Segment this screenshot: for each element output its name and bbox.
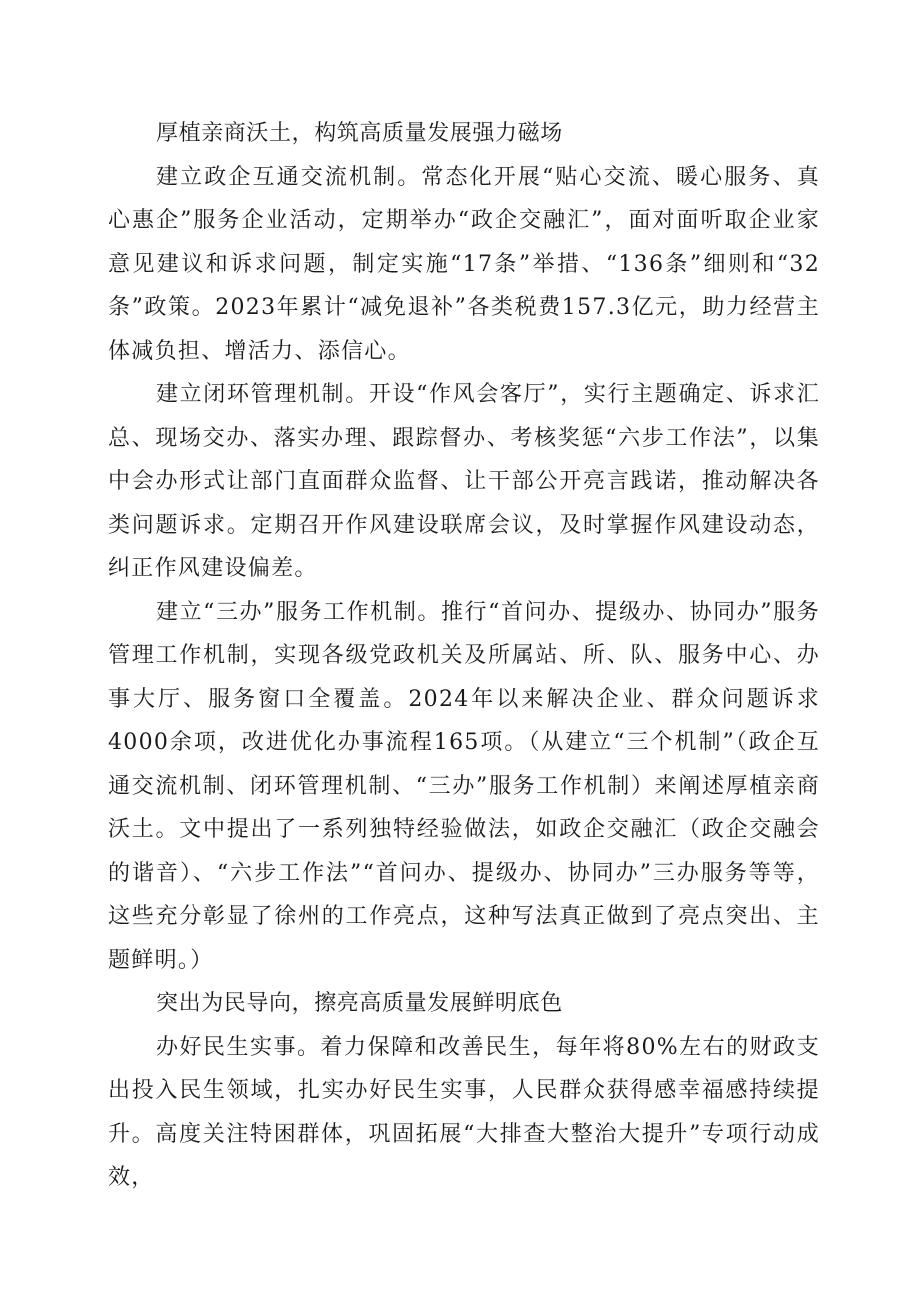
- document-body: [108, 112, 820, 1200]
- section-heading-1: 厚植亲商沃土，构筑高质量发展强力磁场: [156, 121, 563, 146]
- paragraph-3: 建立“三办”服务工作机制。推行“首问办、提级办、协同办”服务管理工作机制，实现各级党政机关及所属站、所、队、服务中心、办事大厅、服务窗口全覆盖。2024年以来解决企业、群众问题诉求4000余项，改进优化办事流程165项。（从建立“三个机制”（政企互通交流机制、闭环管理机制、“三办”服务工作机制）来阐述厚植亲商沃土。文中提出了一系列独特经验做法，如政企交融汇（政企交融会的谐音）、“六步工作法”“首问办、提级办、协同办”三办服务等等，这些充分彰显了徐州的工作亮点，这种写法真正做到了亮点突出、主题鲜明。）: [108, 599, 820, 973]
- paragraph-1: 建立政企互通交流机制。常态化开展“贴心交流、暖心服务、真心惠企”服务企业活动，定期举办“政企交融汇”，面对面听取企业家意见建议和诉求问题，制定实施“17条”举措、“136条”细则和“32条”政策。2023年累计“减免退补”各类税费157.3亿元，助力经营主体减负担、增活力、添信心。: [108, 164, 820, 364]
- paragraph-4: 办好民生实事。着力保障和改善民生，每年将80%左右的财政支出投入民生领域，扎实办好民生实事，人民群众获得感幸福感持续提升。高度关注特困群体，巩固拓展“大排查大整治大提升”专项行动成效，: [108, 1034, 820, 1190]
- section-heading-2: 突出为民导向，擦亮高质量发展鲜明底色: [156, 991, 563, 1016]
- paragraph-2: 建立闭环管理机制。开设“作风会客厅”，实行主题确定、诉求汇总、现场交办、落实办理、跟踪督办、考核奖惩“六步工作法”，以集中会办形式让部门直面群众监督、让干部公开亮言践诺，推动解决各类问题诉求。定期召开作风建设联席会议，及时掌握作风建设动态，纠正作风建设偏差。: [108, 382, 820, 581]
